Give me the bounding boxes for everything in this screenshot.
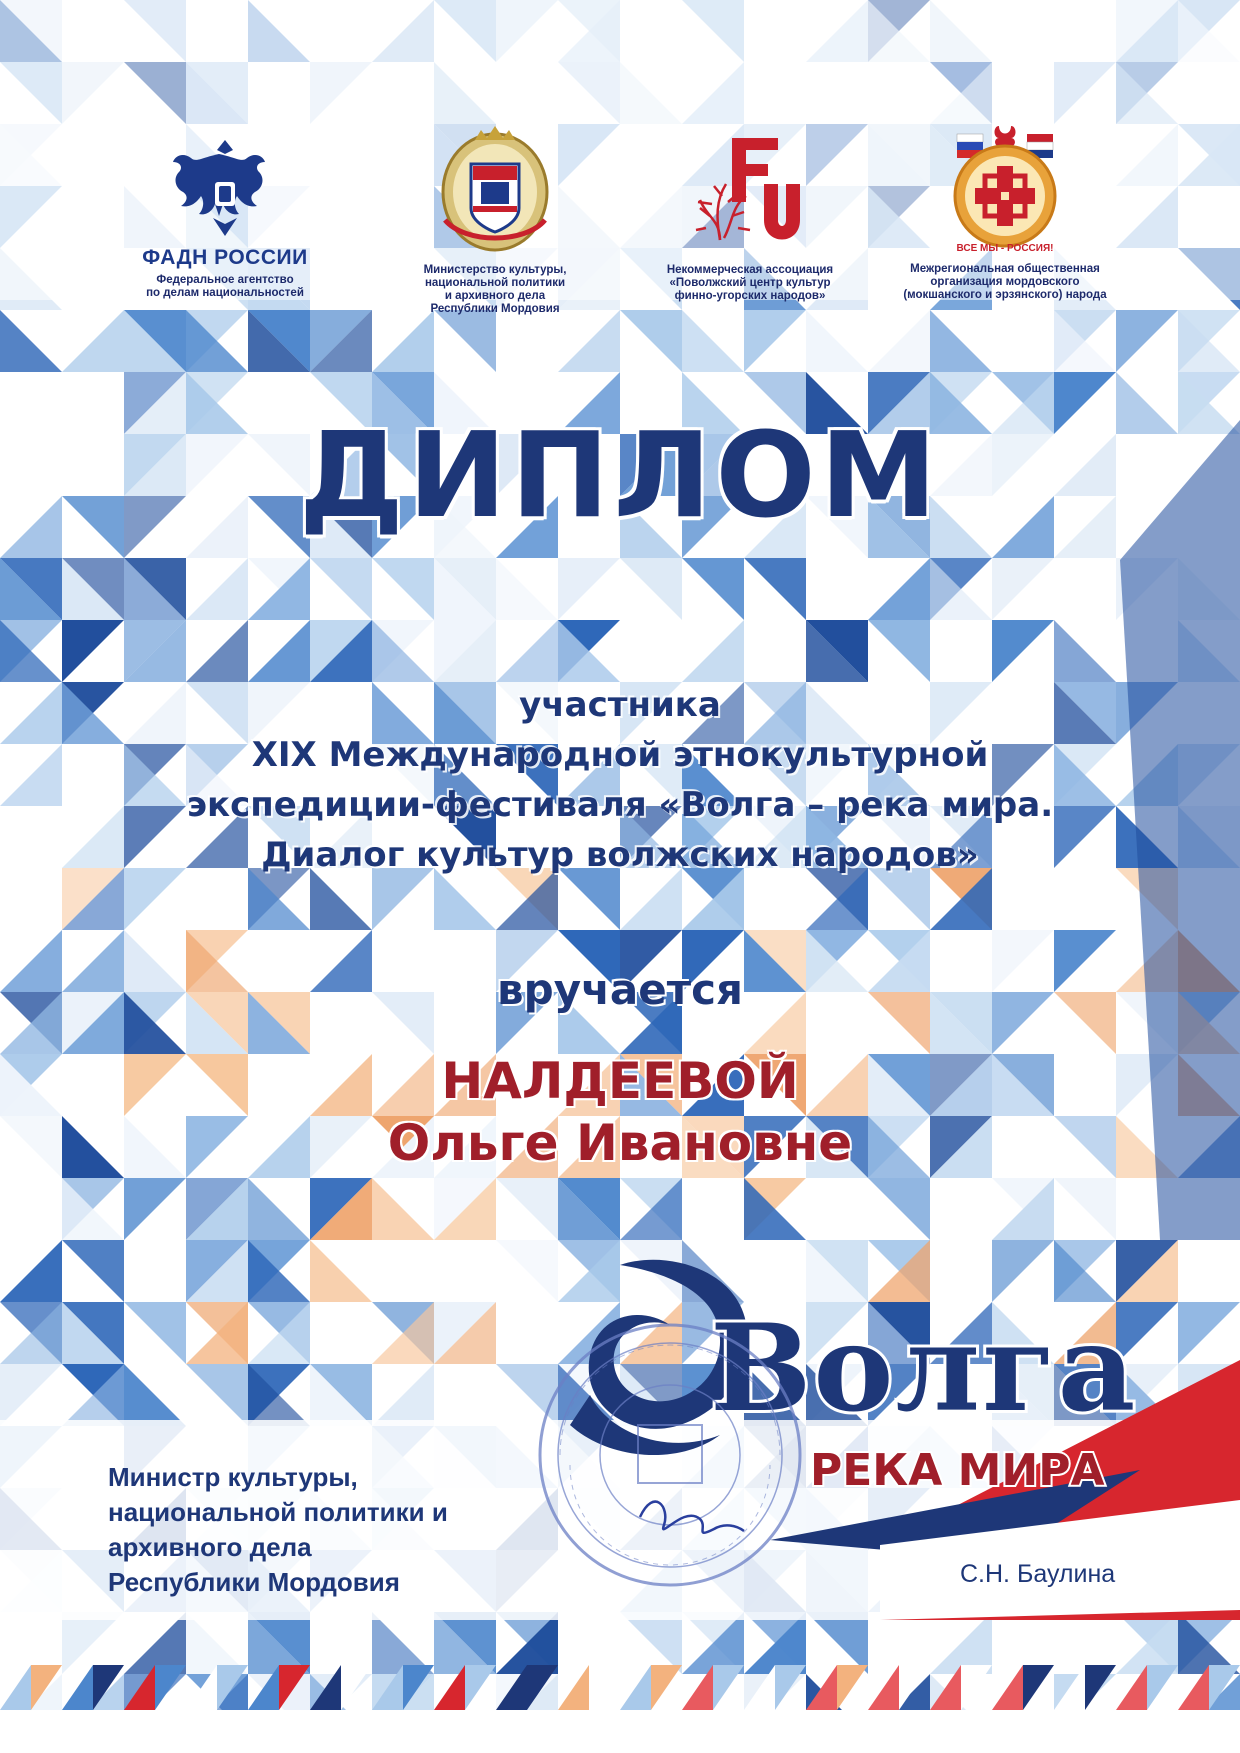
signer-position-line: Республики Мордовия <box>108 1567 400 1597</box>
recipient-given-name: Ольге Ивановне <box>387 1114 853 1172</box>
diploma-description <box>60 680 1180 880</box>
org-caption: Межрегиональная общественная организация мордовского (мокшанского и эрзянского) народа <box>903 263 1107 301</box>
signer-position-line: национальной политики и <box>108 1497 448 1527</box>
volga-subtitle: РЕКА МИРА <box>810 1445 1105 1496</box>
org-volga-center <box>620 120 880 303</box>
description-line: экспедиции-фестиваля «Волга – река мира. <box>186 785 1054 825</box>
org-caption: Министерство культуры, национальной политики и архивного дела Республики Мордовия <box>423 264 567 315</box>
ornament-emblem-icon <box>935 120 1075 260</box>
double-headed-eagle-icon <box>155 120 295 260</box>
org-abbreviation: ФАДН РОССИИ <box>142 246 308 269</box>
official-stamp <box>520 1305 820 1605</box>
description-line: XIX Международной этнокультурной <box>251 735 989 775</box>
signature <box>640 1502 744 1533</box>
description-line: участника <box>519 685 721 725</box>
org-caption: Федеральное агентство по делам национальностей <box>146 274 304 299</box>
org-fadn <box>95 120 355 300</box>
org-ministry-mordovia <box>365 120 625 316</box>
fu-logo-icon <box>680 120 820 260</box>
signer-position-line: Министр культуры, <box>108 1462 358 1492</box>
diploma-title: ДИПЛОМ <box>298 406 942 544</box>
recipient-surname: НАЛДЕЕВОЙ <box>441 1052 799 1110</box>
volga-wordmark: Волга <box>710 1298 1138 1439</box>
awarded-to-label: вручается <box>497 965 743 1014</box>
recipient-name <box>60 1050 1180 1174</box>
org-caption: Некоммерческая ассоциация «Поволжский центр культур финно-угорских народов» <box>666 264 834 302</box>
description-line: Диалог культур волжских народов» <box>261 835 979 875</box>
emblem-motto: ВСЕ МЫ - РОССИЯ! <box>956 243 1054 254</box>
mordovia-coat-of-arms-icon <box>425 120 565 260</box>
signer-name: С.Н. Баулина <box>960 1560 1116 1588</box>
org-mordovian-people <box>875 120 1135 302</box>
signer-position-line: архивного дела <box>108 1532 312 1562</box>
signer-position <box>108 1460 488 1600</box>
